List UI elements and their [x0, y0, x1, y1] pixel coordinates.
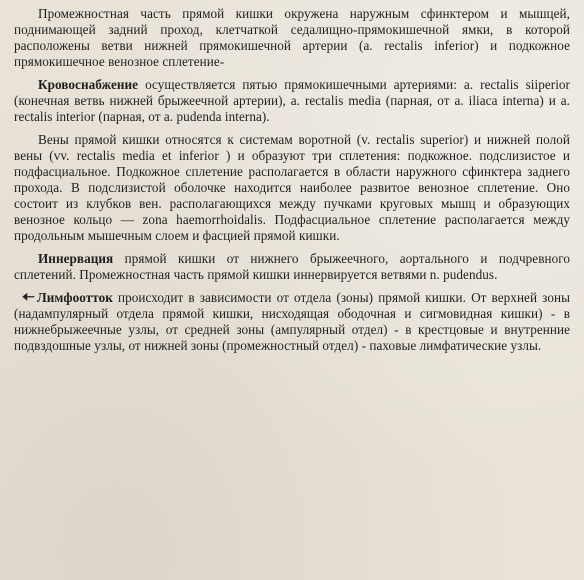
- paragraph-text: прямой кишки от нижнего брыжеечного, аортального и подчревного сплетений. Промежностная часть прямой кишки иннервируется ветвями n. pudendus.: [14, 251, 570, 282]
- arrow-left-icon: 🠠: [22, 290, 35, 306]
- paragraph-blood-supply: [14, 77, 570, 125]
- paragraph-perineal-part: [14, 6, 570, 70]
- paragraph-veins: [14, 132, 570, 244]
- paragraph-innervation: [14, 251, 570, 283]
- heading-blood-supply: Кровоснабжение: [38, 77, 139, 92]
- paragraph-text: Промежностная часть прямой кишки окружена наружным сфинктером и мышцей, поднимающей задний проход, клетчаткой седалищно-прямокишечной ямки, в которой расположены ветви нижней прямокишечной артерии (a. rectalis inferior) и подкожное прямокишечное венозное сплетение-: [14, 6, 570, 69]
- paragraph-text: происходит в зависимости от отдела (зоны) прямой кишки. От верхней зоны (надампулярный отдела прямой кишки, нисходящая ободочная и сигмовидная кишки) - в нижнебрыжеечные узлы, от средней зоны (ампулярный отдел) - в крестцовые и внутренние подвздошные узлы, от нижней зоны (промежностный отдел) - паховые лимфатические узлы.: [14, 290, 570, 353]
- heading-lymph-drainage: Лимфоотток: [36, 290, 113, 305]
- paragraph-text: Вены прямой кишки относятся к системам воротной (v. rectalis superior) и нижней полой вены (vv. rectalis media et inferior ) и образуют три сплетения: подкожное. подслизистое и подфасциальное. Подкожное сплетение располагается в области наружного сфинктера заднего прохода. В подслизистой оболочке находится наиболее развитое венозное сплетение. Оно состоит из клубков вен. располагающихся между пучками круговых мышц и образующих венозное кольцо — zona haemorrhoidalis. Подфасциальное сплетение располагается между продольным мышечным слоем и фасцией прямой кишки.: [14, 132, 570, 243]
- paragraph-lymph-drainage: [14, 290, 570, 354]
- paragraph-text: осуществляется пятью прямокишечными артериями: a. rectalis siiperior (конечная ветвь нижней брыжеечной артерии), a. rectalis media (парная, от a. iliaca interna) и a. rectalis interior (парная, от a. pudenda interna).: [14, 77, 570, 124]
- heading-innervation: Иннервация: [38, 251, 114, 266]
